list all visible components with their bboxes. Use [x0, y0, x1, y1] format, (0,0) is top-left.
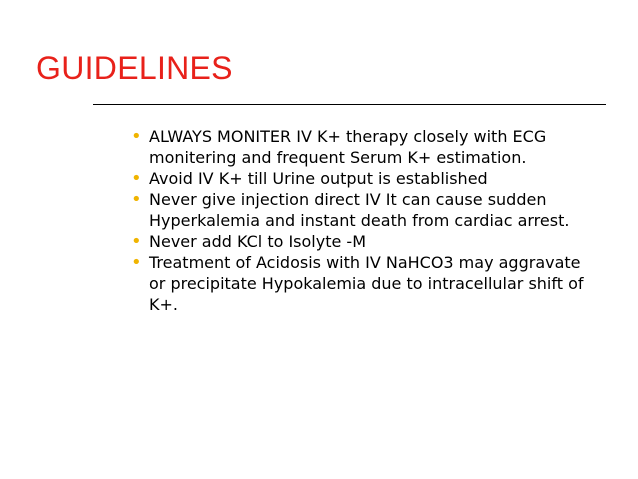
bullet-text: Never give injection direct IV It can cause sudden Hyperkalemia and instant death from cardiac arrest.: [149, 190, 570, 230]
bullet-dot-icon: •: [131, 189, 142, 210]
bullet-dot-icon: •: [131, 252, 142, 273]
slide-title: GUIDELINES: [36, 50, 233, 86]
bullet-dot-icon: •: [131, 126, 142, 147]
bullet-item: [131, 126, 591, 168]
bullet-item: [131, 252, 591, 315]
bullet-text: Never add KCl to Isolyte -M: [149, 232, 366, 251]
bullet-item: [131, 231, 591, 252]
bullet-dot-icon: •: [131, 168, 142, 189]
bullet-text: Treatment of Acidosis with IV NaHCO3 may aggravate or precipitate Hypokalemia due to intracellular shift of K+.: [149, 253, 584, 314]
bullet-list: [131, 126, 591, 315]
bullet-text: ALWAYS MONITER IV K+ therapy closely with ECG monitering and frequent Serum K+ estimation.: [149, 127, 547, 167]
bullet-text: Avoid IV K+ till Urine output is established: [149, 169, 488, 188]
title-underline-rule: [93, 104, 606, 105]
bullet-dot-icon: •: [131, 231, 142, 252]
bullet-item: [131, 189, 591, 231]
bullet-item: [131, 168, 591, 189]
